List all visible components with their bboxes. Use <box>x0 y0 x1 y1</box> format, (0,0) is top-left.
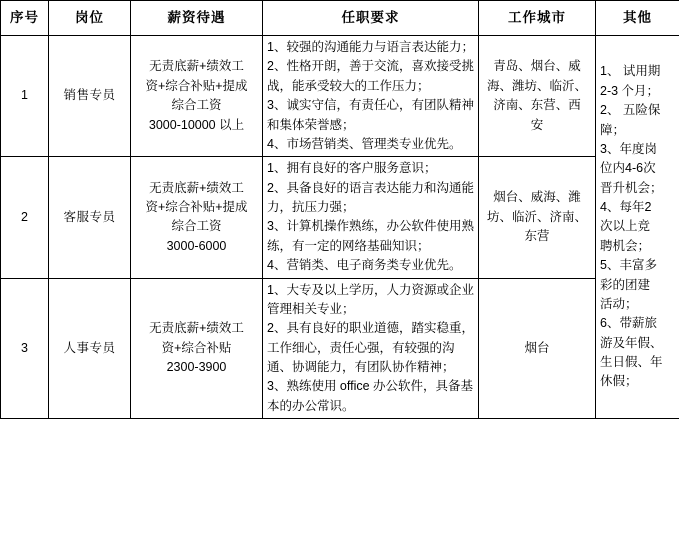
requirement-item: 3、计算机操作熟练，办公软件使用熟练，有一定的网络基础知识； <box>267 219 474 253</box>
column-header-salary: 薪资待遇 <box>131 1 263 36</box>
requirement-item: 4、营销类、电子商务类专业优先。 <box>267 258 462 273</box>
salary-line: 无责底薪+绩效工 <box>149 180 244 195</box>
row-no: 3 <box>1 278 49 419</box>
requirement-item: 2、具备良好的语言表达能力和沟通能力，抗压力强； <box>267 180 474 214</box>
benefit-line: 4、每年2 <box>600 200 652 214</box>
column-header-city: 工作城市 <box>479 1 596 36</box>
row-post: 销售专员 <box>49 36 131 157</box>
requirement-item: 4、市场营销类、管理类专业优先。 <box>267 136 462 151</box>
row-city <box>479 36 596 157</box>
row-salary <box>131 278 263 419</box>
requirement-item: 1、较强的沟通能力与语言表达能力； <box>267 40 474 54</box>
table-row <box>1 36 679 157</box>
benefit-line: 6、带薪旅 <box>600 316 657 331</box>
requirement-item: 2、具有良好的职业道德，踏实稳重，工作细心，责任心强，有较强的沟通、协调能力，有团队协作精神； <box>267 321 474 374</box>
row-city <box>479 278 596 419</box>
row-no: 2 <box>1 157 49 278</box>
row-salary <box>131 36 263 157</box>
benefit-line: 障； <box>600 122 626 137</box>
requirement-item: 1、拥有良好的客户服务意识； <box>267 161 437 176</box>
row-requirements <box>263 157 479 278</box>
benefit-line: 休假； <box>600 374 638 389</box>
row-requirements <box>263 278 479 419</box>
benefit-line: 次以上竞 <box>600 219 651 234</box>
benefit-line: 2、 五险保 <box>600 103 661 118</box>
benefit-line: 2-3 个月； <box>600 83 660 98</box>
city-line: 海、潍坊、临沂、 <box>486 78 587 93</box>
city-line: 安 <box>530 117 544 132</box>
city-line: 济南、东营、西 <box>493 98 581 113</box>
salary-line: 无责底薪+绩效工 <box>149 321 244 336</box>
column-header-no: 序号 <box>1 1 49 36</box>
column-header-other: 其他 <box>596 1 679 36</box>
row-post: 人事专员 <box>49 278 131 419</box>
salary-line: 综合工资 <box>171 219 222 234</box>
table-row <box>1 157 679 278</box>
requirement-item: 2、性格开朗，善于交流，喜欢接受挑战，能承受较大的工作压力； <box>267 59 474 93</box>
benefit-line: 生日假、年 <box>600 355 663 369</box>
salary-line: 3000-10000 以上 <box>148 117 245 132</box>
benefits-cell <box>596 36 679 419</box>
benefit-line: 活动； <box>600 296 638 311</box>
row-post: 客服专员 <box>49 157 131 278</box>
salary-line: 资+综合补贴+提成 <box>145 78 248 93</box>
benefit-line: 彩的团建 <box>600 277 651 292</box>
column-header-post: 岗位 <box>49 1 131 36</box>
benefit-line: 1、 试用期 <box>600 64 661 79</box>
requirement-item: 3、诚实守信，有责任心，有团队精神和集体荣誉感； <box>267 98 474 132</box>
city-line: 烟台、威海、潍 <box>493 190 581 205</box>
table-header-row <box>1 1 679 36</box>
row-city <box>479 157 596 278</box>
salary-line: 2300-3900 <box>166 360 227 374</box>
benefit-line: 聘机会； <box>600 238 651 253</box>
salary-line: 综合工资 <box>171 98 222 113</box>
salary-line: 资+综合补贴+提成 <box>145 200 248 214</box>
benefit-line: 晋升机会； <box>600 180 663 195</box>
column-header-requirements: 任职要求 <box>263 1 479 36</box>
row-salary <box>131 157 263 278</box>
row-requirements <box>263 36 479 157</box>
table-header <box>1 1 679 36</box>
benefit-line: 游及年假、 <box>600 335 663 350</box>
table-row <box>1 278 679 419</box>
salary-line: 资+综合补贴 <box>161 340 232 355</box>
table-body <box>1 36 679 419</box>
salary-line: 3000-6000 <box>166 238 227 253</box>
city-line: 东营 <box>524 229 550 244</box>
city-line: 坊、临沂、济南、 <box>486 209 587 224</box>
city-line: 烟台 <box>524 340 550 355</box>
city-line: 青岛、烟台、威 <box>493 59 581 74</box>
row-no: 1 <box>1 36 49 157</box>
benefit-line: 5、丰富多 <box>600 258 657 273</box>
benefit-line: 位内4-6次 <box>600 161 656 176</box>
requirement-item: 3、熟练使用 office 办公软件，具备基本的办公常识。 <box>267 379 474 413</box>
requirement-item: 1、大专及以上学历，人力资源或企业管理相关专业； <box>267 282 474 316</box>
benefit-line: 3、年度岗 <box>600 141 657 156</box>
salary-line: 无责底薪+绩效工 <box>149 59 244 74</box>
